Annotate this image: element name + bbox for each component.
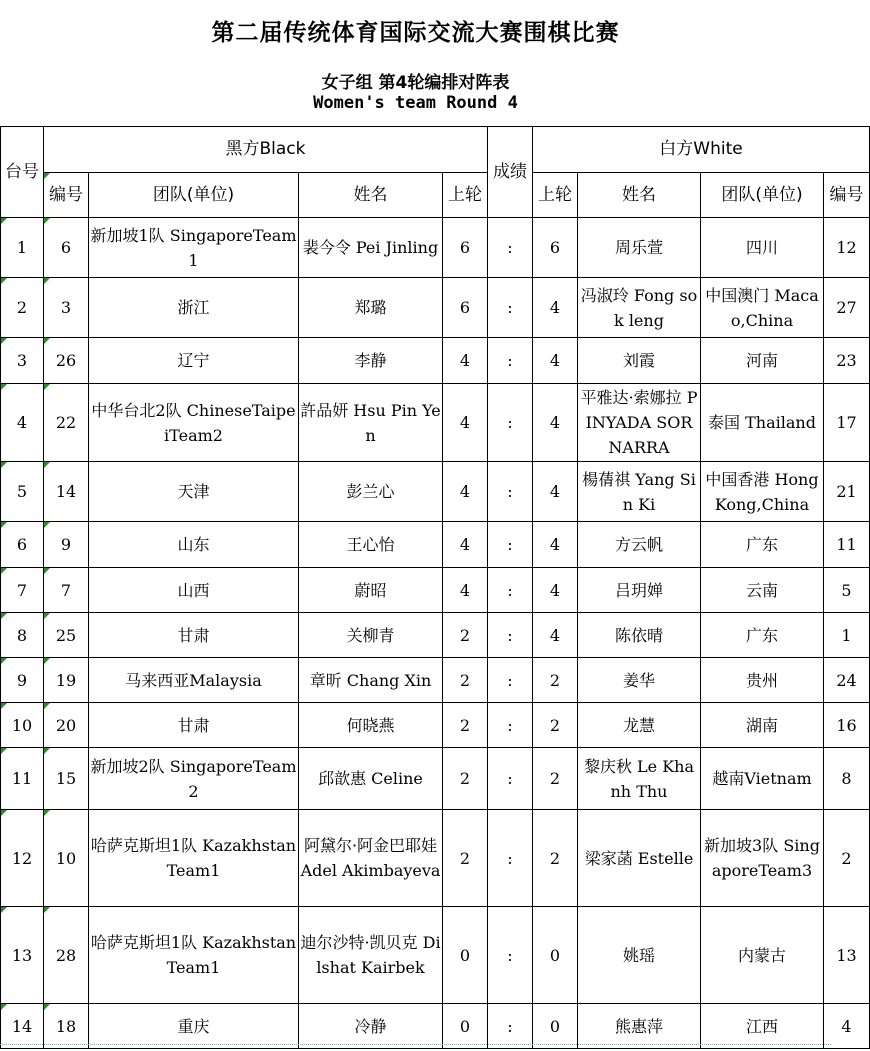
white-prev-score: 6 bbox=[533, 218, 578, 278]
black-id: 6 bbox=[44, 218, 89, 278]
white-name: 龙慧 bbox=[578, 703, 701, 748]
white-name: 姜华 bbox=[578, 658, 701, 703]
result: : bbox=[488, 810, 533, 907]
table-number: 7 bbox=[1, 568, 44, 613]
white-id: 11 bbox=[824, 522, 870, 568]
result: : bbox=[488, 522, 533, 568]
result: : bbox=[488, 218, 533, 278]
white-prev-score: 0 bbox=[533, 1004, 578, 1049]
result: : bbox=[488, 278, 533, 338]
black-id: 28 bbox=[44, 907, 89, 1004]
black-name: 邱歆惠 Celine bbox=[299, 748, 443, 810]
table-row bbox=[1, 658, 870, 703]
black-prev-score: 0 bbox=[443, 1004, 488, 1049]
white-name: 黎庆秋 Le Khanh Thu bbox=[578, 748, 701, 810]
white-prev-score: 4 bbox=[533, 522, 578, 568]
table-number: 8 bbox=[1, 613, 44, 658]
white-name: 方云帆 bbox=[578, 522, 701, 568]
table-row bbox=[1, 748, 870, 810]
table-number: 1 bbox=[1, 218, 44, 278]
black-id: 3 bbox=[44, 278, 89, 338]
table-number: 5 bbox=[1, 462, 44, 522]
black-id: 25 bbox=[44, 613, 89, 658]
result: : bbox=[488, 907, 533, 1004]
black-name: 李静 bbox=[299, 338, 443, 384]
black-name: 郑璐 bbox=[299, 278, 443, 338]
result: : bbox=[488, 338, 533, 384]
black-prev-score: 2 bbox=[443, 658, 488, 703]
header-white-name: 姓名 bbox=[578, 173, 701, 218]
black-team: 天津 bbox=[89, 462, 299, 522]
white-prev-score: 4 bbox=[533, 568, 578, 613]
black-prev-score: 4 bbox=[443, 384, 488, 462]
white-team: 贵州 bbox=[701, 658, 824, 703]
table-row bbox=[1, 338, 870, 384]
result: : bbox=[488, 613, 533, 658]
white-prev-score: 4 bbox=[533, 613, 578, 658]
white-name: 周乐萱 bbox=[578, 218, 701, 278]
black-id: 19 bbox=[44, 658, 89, 703]
black-prev-score: 4 bbox=[443, 568, 488, 613]
white-prev-score: 4 bbox=[533, 338, 578, 384]
table-number: 9 bbox=[1, 658, 44, 703]
result: : bbox=[488, 748, 533, 810]
black-team: 新加坡2队 SingaporeTeam2 bbox=[89, 748, 299, 810]
table-row bbox=[1, 218, 870, 278]
white-id: 24 bbox=[824, 658, 870, 703]
header-white: 白方White bbox=[533, 127, 870, 173]
page-title: 第二届传统体育国际交流大赛围棋比赛 bbox=[211, 20, 620, 46]
black-prev-score: 6 bbox=[443, 278, 488, 338]
table-row bbox=[1, 462, 870, 522]
black-name: 彭兰心 bbox=[299, 462, 443, 522]
black-id: 10 bbox=[44, 810, 89, 907]
black-prev-score: 2 bbox=[443, 703, 488, 748]
black-id: 9 bbox=[44, 522, 89, 568]
white-id: 1 bbox=[824, 613, 870, 658]
black-id: 15 bbox=[44, 748, 89, 810]
black-team: 辽宁 bbox=[89, 338, 299, 384]
white-name: 梁家菡 Estelle bbox=[578, 810, 701, 907]
table-number: 4 bbox=[1, 384, 44, 462]
white-id: 12 bbox=[824, 218, 870, 278]
table-row bbox=[1, 568, 870, 613]
black-name: 蔚昭 bbox=[299, 568, 443, 613]
table-number: 13 bbox=[1, 907, 44, 1004]
result: : bbox=[488, 658, 533, 703]
result: : bbox=[488, 703, 533, 748]
round-subtitle-en: Women's team Round 4 bbox=[313, 93, 518, 113]
table-row bbox=[1, 907, 870, 1004]
result: : bbox=[488, 1004, 533, 1049]
header-white-team: 团队(单位) bbox=[701, 173, 824, 218]
table-row bbox=[1, 278, 870, 338]
round-subtitle-cn: 女子组 第4轮编排对阵表 bbox=[321, 73, 510, 93]
pairing-table bbox=[0, 126, 870, 1049]
table-row bbox=[1, 703, 870, 748]
white-name: 刘霞 bbox=[578, 338, 701, 384]
white-id: 8 bbox=[824, 748, 870, 810]
black-name: 冷静 bbox=[299, 1004, 443, 1049]
white-team: 泰国 Thailand bbox=[701, 384, 824, 462]
header-black-team: 团队(单位) bbox=[89, 173, 299, 218]
black-id: 22 bbox=[44, 384, 89, 462]
black-name: 章昕 Chang Xin bbox=[299, 658, 443, 703]
header-black: 黑方Black bbox=[44, 127, 488, 173]
white-name: 冯淑玲 Fong sok leng bbox=[578, 278, 701, 338]
white-id: 21 bbox=[824, 462, 870, 522]
header-black-prev: 上轮 bbox=[443, 173, 488, 218]
white-team: 江西 bbox=[701, 1004, 824, 1049]
black-team: 山西 bbox=[89, 568, 299, 613]
header-table-no: 台号 bbox=[1, 127, 44, 218]
white-name: 陈依晴 bbox=[578, 613, 701, 658]
table-row bbox=[1, 384, 870, 462]
white-prev-score: 2 bbox=[533, 703, 578, 748]
white-id: 2 bbox=[824, 810, 870, 907]
header-white-id: 编号 bbox=[824, 173, 870, 218]
table-row bbox=[1, 1004, 870, 1049]
result: : bbox=[488, 384, 533, 462]
white-team: 广东 bbox=[701, 613, 824, 658]
black-team: 山东 bbox=[89, 522, 299, 568]
white-team: 湖南 bbox=[701, 703, 824, 748]
white-team: 中国澳门 Macao,China bbox=[701, 278, 824, 338]
white-id: 16 bbox=[824, 703, 870, 748]
black-id: 26 bbox=[44, 338, 89, 384]
black-team: 中华台北2队 ChineseTaipeiTeam2 bbox=[89, 384, 299, 462]
result: : bbox=[488, 568, 533, 613]
white-name: 吕玥婵 bbox=[578, 568, 701, 613]
black-team: 马来西亚Malaysia bbox=[89, 658, 299, 703]
white-name: 熊惠萍 bbox=[578, 1004, 701, 1049]
white-prev-score: 2 bbox=[533, 810, 578, 907]
black-prev-score: 4 bbox=[443, 462, 488, 522]
white-name: 平雅达·索娜拉 PINYADA SORNARRA bbox=[578, 384, 701, 462]
black-team: 重庆 bbox=[89, 1004, 299, 1049]
table-number: 6 bbox=[1, 522, 44, 568]
black-id: 20 bbox=[44, 703, 89, 748]
black-team: 哈萨克斯坦1队 KazakhstanTeam1 bbox=[89, 907, 299, 1004]
black-name: 許品妍 Hsu Pin Yen bbox=[299, 384, 443, 462]
table-row bbox=[1, 810, 870, 907]
black-team: 新加坡1队 SingaporeTeam1 bbox=[89, 218, 299, 278]
black-id: 18 bbox=[44, 1004, 89, 1049]
black-name: 裴今令 Pei Jinling bbox=[299, 218, 443, 278]
black-name: 迪尔沙特·凯贝克 Dilshat Kairbek bbox=[299, 907, 443, 1004]
white-team: 广东 bbox=[701, 522, 824, 568]
white-team: 中国香港 HongKong,China bbox=[701, 462, 824, 522]
black-prev-score: 2 bbox=[443, 748, 488, 810]
black-team: 哈萨克斯坦1队 KazakhstanTeam1 bbox=[89, 810, 299, 907]
white-name: 姚瑶 bbox=[578, 907, 701, 1004]
black-name: 何晓燕 bbox=[299, 703, 443, 748]
black-team: 甘肃 bbox=[89, 613, 299, 658]
white-id: 13 bbox=[824, 907, 870, 1004]
white-team: 河南 bbox=[701, 338, 824, 384]
table-row bbox=[1, 522, 870, 568]
table-number: 2 bbox=[1, 278, 44, 338]
white-id: 4 bbox=[824, 1004, 870, 1049]
sheet-edge bbox=[0, 1044, 831, 1051]
black-name: 王心怡 bbox=[299, 522, 443, 568]
white-team: 新加坡3队 SingaporeTeam3 bbox=[701, 810, 824, 907]
table-number: 3 bbox=[1, 338, 44, 384]
black-id: 14 bbox=[44, 462, 89, 522]
black-name: 阿黛尔·阿金巴耶娃 Adel Akimbayeva bbox=[299, 810, 443, 907]
white-prev-score: 4 bbox=[533, 462, 578, 522]
black-name: 关柳青 bbox=[299, 613, 443, 658]
table-number: 11 bbox=[1, 748, 44, 810]
white-prev-score: 2 bbox=[533, 658, 578, 703]
black-prev-score: 0 bbox=[443, 907, 488, 1004]
black-id: 7 bbox=[44, 568, 89, 613]
header-black-id: 编号 bbox=[44, 173, 89, 218]
black-team: 浙江 bbox=[89, 278, 299, 338]
header-white-prev: 上轮 bbox=[533, 173, 578, 218]
white-id: 5 bbox=[824, 568, 870, 613]
white-team: 四川 bbox=[701, 218, 824, 278]
white-team: 越南Vietnam bbox=[701, 748, 824, 810]
black-prev-score: 6 bbox=[443, 218, 488, 278]
white-prev-score: 0 bbox=[533, 907, 578, 1004]
result: : bbox=[488, 462, 533, 522]
white-id: 27 bbox=[824, 278, 870, 338]
table-number: 12 bbox=[1, 810, 44, 907]
white-id: 17 bbox=[824, 384, 870, 462]
white-prev-score: 4 bbox=[533, 384, 578, 462]
black-prev-score: 4 bbox=[443, 338, 488, 384]
white-team: 云南 bbox=[701, 568, 824, 613]
black-team: 甘肃 bbox=[89, 703, 299, 748]
black-prev-score: 2 bbox=[443, 613, 488, 658]
white-name: 楊蒨祺 Yang Sin Ki bbox=[578, 462, 701, 522]
header-result: 成绩 bbox=[488, 127, 533, 218]
white-prev-score: 2 bbox=[533, 748, 578, 810]
table-number: 14 bbox=[1, 1004, 44, 1049]
table-number: 10 bbox=[1, 703, 44, 748]
table-row bbox=[1, 613, 870, 658]
black-prev-score: 2 bbox=[443, 810, 488, 907]
white-prev-score: 4 bbox=[533, 278, 578, 338]
header-black-name: 姓名 bbox=[299, 173, 443, 218]
white-team: 内蒙古 bbox=[701, 907, 824, 1004]
black-prev-score: 4 bbox=[443, 522, 488, 568]
white-id: 23 bbox=[824, 338, 870, 384]
